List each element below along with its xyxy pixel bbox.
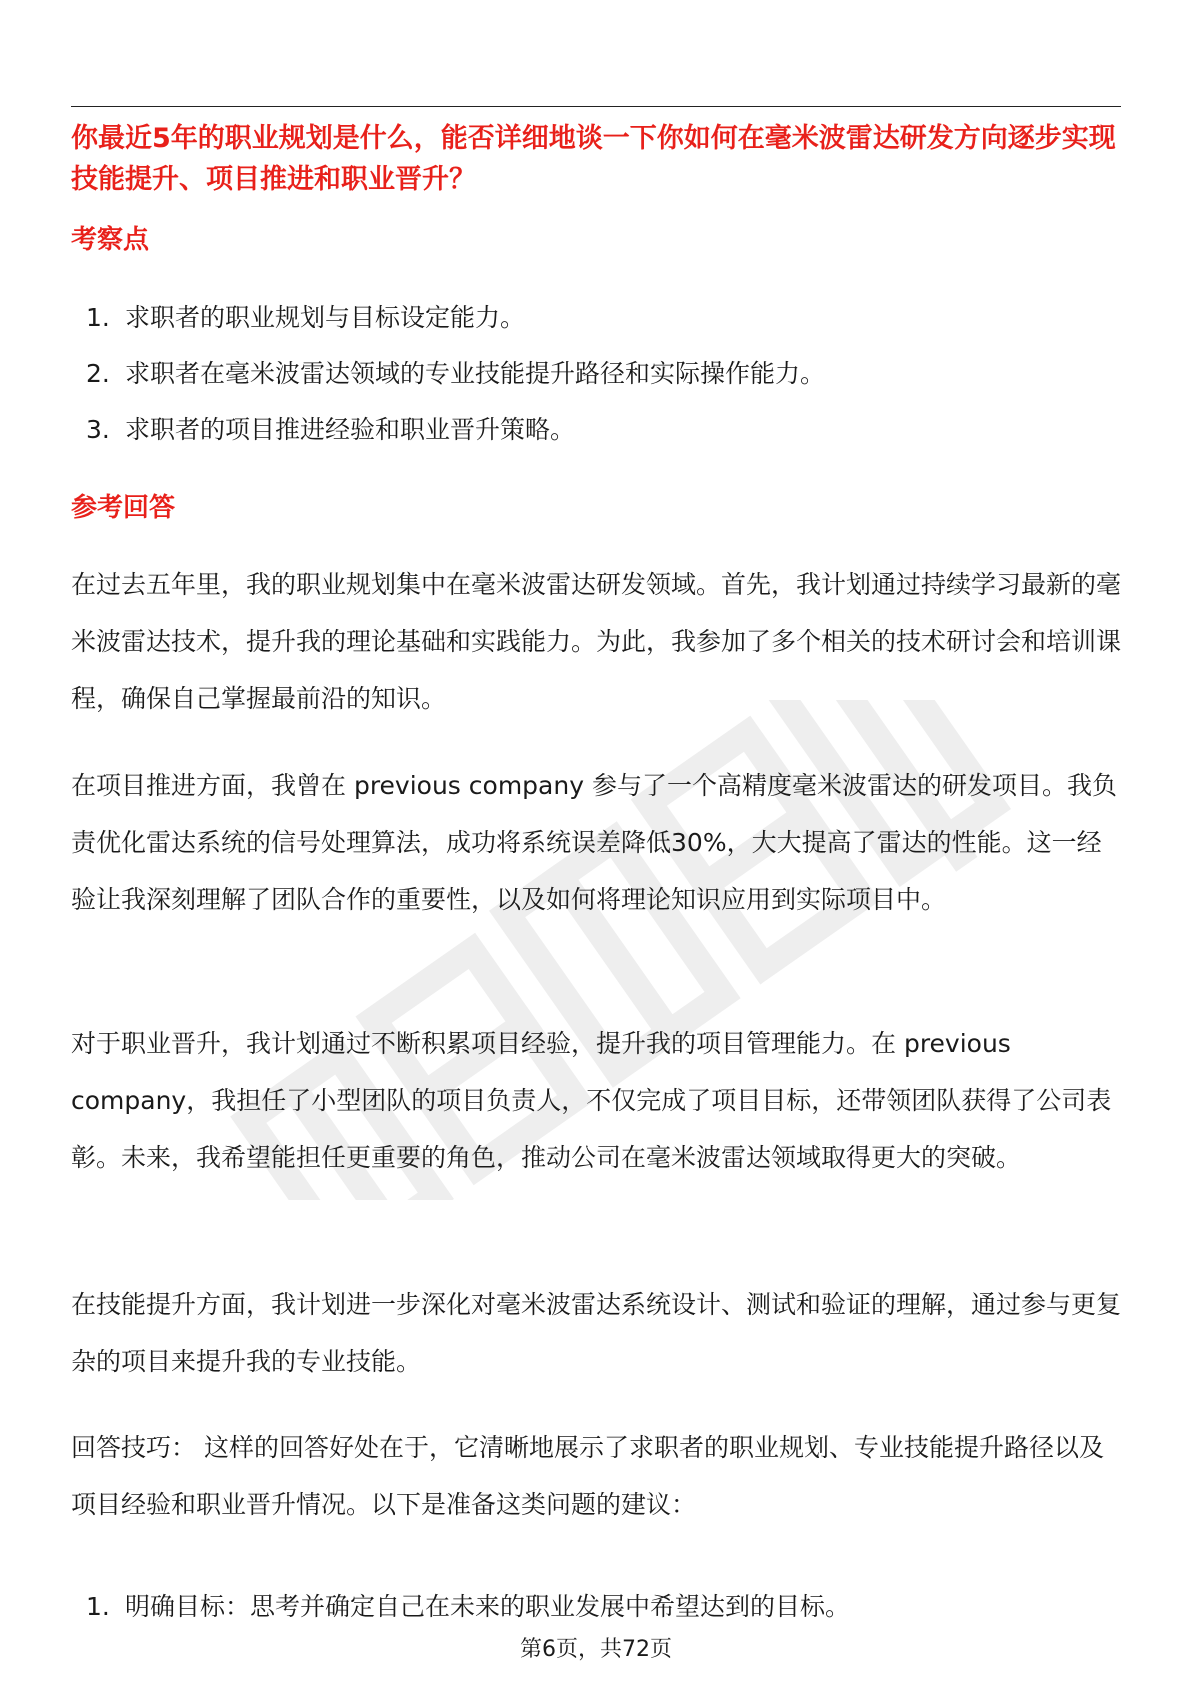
list-item bbox=[71, 412, 1121, 447]
top-divider bbox=[71, 106, 1121, 107]
answer-heading: 参考回答 bbox=[71, 493, 176, 523]
list-item-number: 1. bbox=[86, 1592, 110, 1621]
list-item bbox=[71, 300, 1121, 335]
answer-tips-paragraph: 回答技巧： 这样的回答好处在于，它清晰地展示了求职者的职业规划、专业技能提升路径以及项目经验和职业晋升情况。以下是准备这类问题的建议： bbox=[71, 1433, 1104, 1519]
list-item-text: 求职者在毫米波雷达领域的专业技能提升路径和实际操作能力。 bbox=[125, 359, 826, 388]
answer-paragraph-2: 在项目推进方面，我曾在 previous company 参与了一个高精度毫米波雷达的研发项目。我负责优化雷达系统的信号处理算法，成功将系统误差降低30%，大大提高了雷达的性能。这一经验让我深刻理解了团队合作的重要性，以及如何将理论知识应用到实际项目中。 bbox=[71, 771, 1117, 914]
list-item-text: 明确目标：思考并确定自己在未来的职业发展中希望达到的目标。 bbox=[125, 1592, 851, 1621]
list-item-text: 求职者的职业规划与目标设定能力。 bbox=[125, 303, 526, 332]
answer-paragraph-3: 对于职业晋升，我计划通过不断积累项目经验，提升我的项目管理能力。在 previous company，我担任了小型团队的项目负责人，不仅完成了项目目标，还带领团队获得了公司表彰。未来，我希望能担任更重要的角色，推动公司在毫米波雷达领域取得更大的突破。 bbox=[71, 1029, 1112, 1172]
list-item-number: 3. bbox=[86, 415, 110, 444]
answer-paragraph-4: 在技能提升方面，我计划进一步深化对毫米波雷达系统设计、测试和验证的理解，通过参与更复杂的项目来提升我的专业技能。 bbox=[71, 1290, 1122, 1376]
question-title: 你最近5年的职业规划是什么，能否详细地谈一下你如何在毫米波雷达研发方向逐步实现技能提升、项目推进和职业晋升？ bbox=[71, 123, 1116, 195]
assessment-heading: 考察点 bbox=[71, 225, 150, 255]
document-page bbox=[71, 0, 1121, 1684]
list-item-text: 求职者的项目推进经验和职业晋升策略。 bbox=[125, 415, 576, 444]
answer-paragraph-1: 在过去五年里，我的职业规划集中在毫米波雷达研发领域。首先，我计划通过持续学习最新的毫米波雷达技术，提升我的理论基础和实践能力。为此，我参加了多个相关的技术研讨会和培训课程，确保自己掌握最前沿的知识。 bbox=[71, 570, 1122, 713]
tips-list bbox=[71, 1589, 1121, 1624]
list-item-number: 1. bbox=[86, 303, 110, 332]
list-item bbox=[71, 1589, 1121, 1624]
list-item bbox=[71, 356, 1121, 391]
assessment-list bbox=[71, 300, 1121, 468]
list-item-number: 2. bbox=[86, 359, 110, 388]
page-footer: 第6页，共72页 bbox=[520, 1637, 672, 1662]
